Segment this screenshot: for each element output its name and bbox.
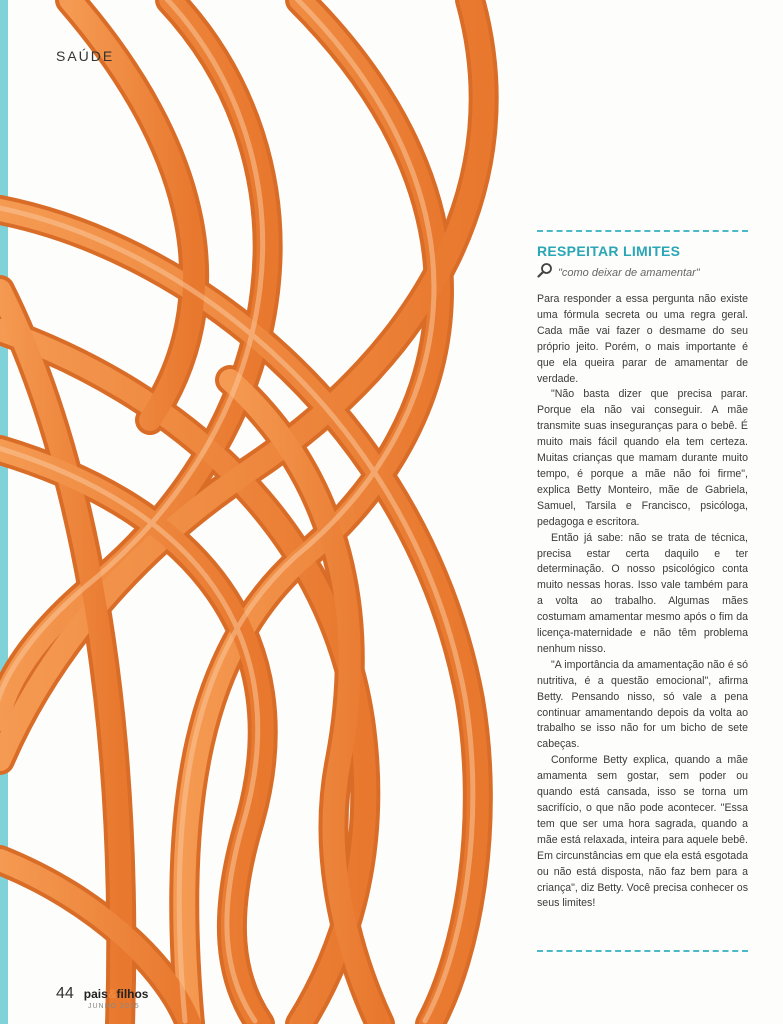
brand-amp: &	[107, 987, 117, 1001]
page-footer	[56, 985, 148, 1003]
paragraph: "Não basta dizer que precisa parar. Porque ela não vai conseguir. A mãe transmite suas inseguranças para o bebê. É muito mais fácil quando ela tem certeza. Muitas crianças que mamam durante muito tempo, é porque a mãe não foi firme", explica Betty Monteiro, mãe de Gabriela, Samuel, Tarsila e Francisco, psicóloga, pedagoga e escritora.	[537, 388, 748, 528]
magnifier-icon	[537, 262, 553, 283]
paragraph: "A importância da amamentação não é só nutritiva, é a questão emocional", afirma Betty. Pensando nisso, só vale a pena continuar amamentando depois da volta ao trabalho se isso não for um bicho de sete cabeças.	[537, 658, 748, 751]
issue-date: JUNHO 2015	[88, 1003, 140, 1010]
page-number: 44	[56, 985, 74, 1002]
bottom-dashed-divider	[537, 950, 748, 952]
paragraph: Conforme Betty explica, quando a mãe amamenta sem gostar, sem poder ou quando está cansada, isso se torna um sacrifício, o que não pode acontecer. "Essa tem que ser uma hora sagrada, quando a mãe está relaxada, inteira para aquele bebê. Em circunstâncias em que ela está esgotada ou não está disposta, não faz bem para a criança", diz Betty. Você precisa conhecer os seus limites!	[537, 754, 748, 910]
article-body	[537, 292, 748, 912]
top-dashed-divider	[537, 230, 748, 232]
paragraph: Para responder a essa pergunta não existe uma fórmula secreta ou uma regra geral. Cada mãe vai fazer o desmame do seu próprio jeito. Porém, o mais importante é que ela queira parar de amamentar de verdade.	[537, 293, 748, 385]
brand-right: filhos	[116, 987, 149, 1001]
section-label: SAÚDE	[56, 48, 115, 64]
brand-left: pais	[83, 987, 108, 1001]
subtitle-row	[537, 262, 700, 283]
magazine-logo	[84, 987, 149, 1001]
paragraph: Então já sabe: não se trata de técnica, precisa estar certa daquilo e ter determinação. O nosso psicológico conta muito nessas horas. Isso vale também para a volta ao trabalho. Algumas mães costumam amamentar mesmo após o fim da licença-maternidade e não têm problema nenhum nisso.	[537, 531, 748, 655]
article-subtitle: "como deixar de amamentar"	[558, 266, 700, 279]
article-title: RESPEITAR LIMITES	[537, 243, 681, 259]
